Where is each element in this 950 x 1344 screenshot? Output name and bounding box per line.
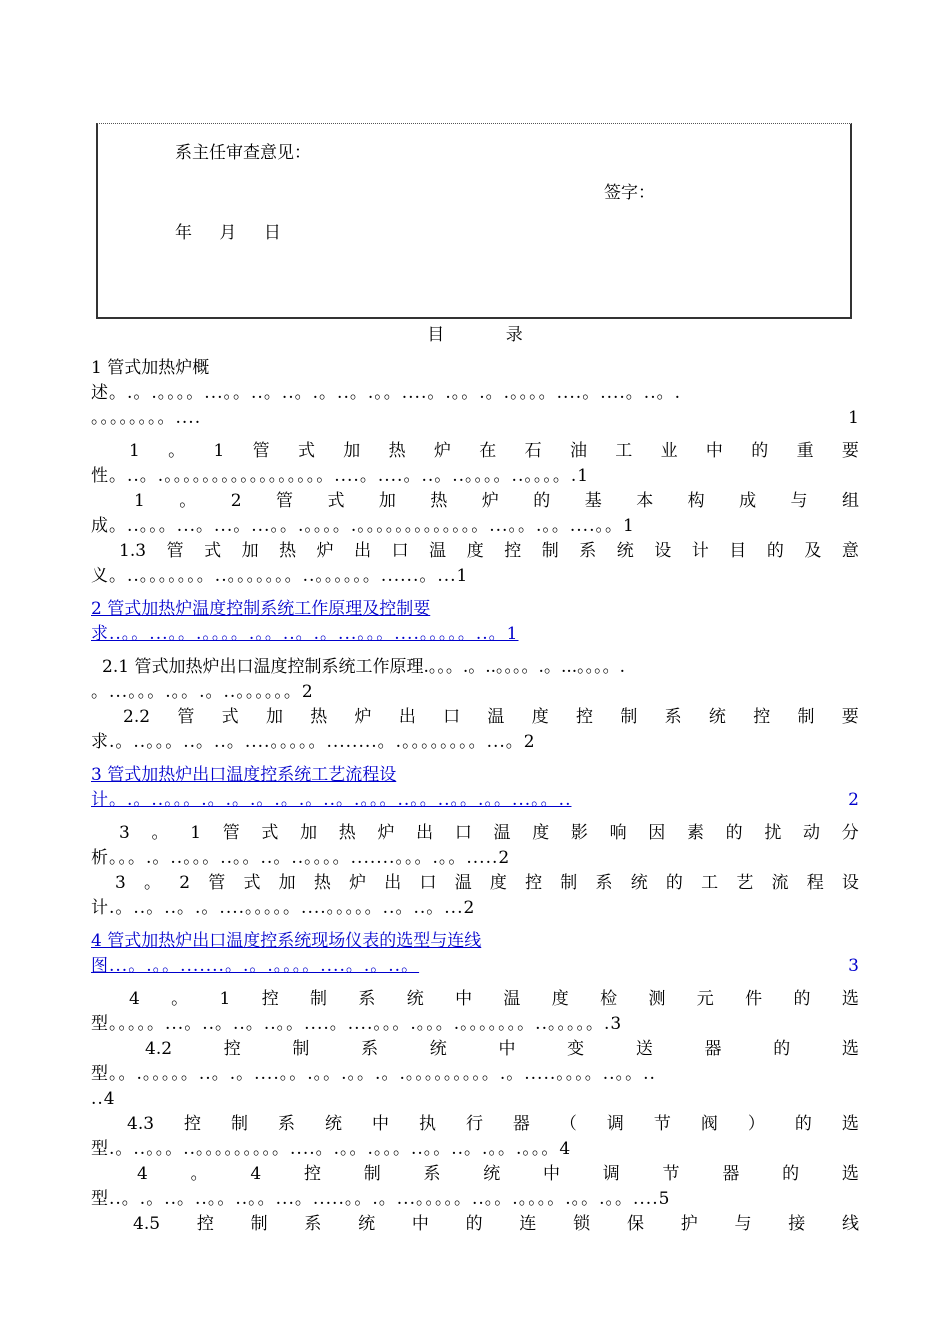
toc-char: 口	[391, 541, 409, 561]
toc-entry-2-2[interactable]	[91, 705, 859, 755]
toc-char: 的	[465, 1214, 483, 1234]
toc-char: 控	[753, 707, 771, 727]
toc-entry-text	[91, 871, 859, 896]
toc-char: 。	[144, 873, 162, 893]
toc-char: 度	[466, 541, 484, 561]
toc-entry-text	[91, 1162, 859, 1187]
toc-entry-text	[91, 705, 859, 730]
toc-char: 扰	[764, 823, 782, 843]
toc-entry-4-3[interactable]	[91, 1112, 859, 1162]
toc-entry-leader: 述。.。.。。。。...。。..。..。.。..。.。。....。.。。.。.。。。。....。....。..。.	[91, 383, 682, 403]
toc-char: 器	[512, 1114, 530, 1134]
review-label: 系主任审查意见：	[175, 143, 311, 163]
toc-link-text[interactable]: 3 管式加热炉出口温度控系统工艺流程设	[91, 765, 397, 785]
toc-char: 控	[184, 1114, 202, 1134]
toc-char: 连	[519, 1214, 537, 1234]
toc-char: 。	[190, 1164, 208, 1184]
toc-entry-leader: 型。。。。。...。..。..。..。。....。....。。。.。。。.。。。。。。。..。。。。。.3	[91, 1014, 623, 1034]
toc-entry-leader: 型。。.。。。。。..。.。....。。.。。.。。.。.。。。。。。。。。.。.....。。。。..。。..	[91, 1064, 656, 1084]
toc-char: 管	[208, 873, 226, 893]
toc-char: 1.3	[119, 541, 147, 561]
toc-char: 加	[265, 707, 283, 727]
toc-entry-text: 1 管式加热炉概	[91, 358, 210, 378]
toc-char: 的	[751, 441, 769, 461]
toc-entry-3[interactable]	[91, 763, 859, 813]
toc-char: 目	[729, 541, 747, 561]
toc-char: 炉	[349, 873, 367, 893]
toc-char: 温	[429, 541, 447, 561]
toc-char: 器	[722, 1164, 740, 1184]
toc-char: 中	[543, 1164, 561, 1184]
toc-char: 管	[252, 441, 270, 461]
toc-char: 意	[841, 541, 859, 561]
toc-char: 4.3	[127, 1114, 155, 1134]
toc-char: 2.2	[123, 707, 151, 727]
toc-char: 设	[654, 541, 672, 561]
toc-char: 统	[324, 1114, 342, 1134]
toc-entry-leader: 型..。.。..。..。。..。。...。.....。。.。...。。。。。..。。.。。。。.。。.。。....5	[91, 1189, 671, 1209]
toc-char: 4.5	[133, 1214, 161, 1234]
toc-char: 热	[310, 707, 328, 727]
date-line	[175, 218, 303, 243]
toc-char: 热	[279, 541, 297, 561]
toc-char: 制	[292, 1039, 310, 1059]
toc-entry-4-2[interactable]	[91, 1037, 859, 1112]
toc-char: 统	[406, 989, 424, 1009]
toc-char: 出	[384, 873, 402, 893]
toc-char: 设	[841, 873, 859, 893]
toc-char: 4	[250, 1164, 262, 1184]
toc-char: 要	[841, 441, 859, 461]
toc-char: 系	[579, 541, 597, 561]
toc-char: 阀	[700, 1114, 718, 1134]
toc-char: 热	[313, 873, 331, 893]
toc-char: 度	[551, 989, 569, 1009]
toc-char: 及	[804, 541, 822, 561]
toc-char: 。	[168, 441, 186, 461]
toc-char: 统	[630, 873, 648, 893]
toc-entry-leader: 求.。..。。。..。..。....。。。。。........。.。。。。。。。。...。2	[91, 732, 536, 752]
toc-char: 口	[443, 707, 461, 727]
toc-char: 业	[660, 441, 678, 461]
toc-char: 制	[363, 1164, 381, 1184]
toc-char: 式	[327, 491, 345, 511]
toc-char: 要	[841, 707, 859, 727]
toc-char: 。	[151, 823, 169, 843]
toc-char: 动	[803, 823, 821, 843]
toc-char: 出	[416, 823, 434, 843]
month-label: 月	[219, 223, 237, 243]
toc-char: 调	[602, 1164, 620, 1184]
toc-char: 式	[221, 707, 239, 727]
toc-char: 3	[119, 823, 130, 843]
toc-char: 工	[701, 873, 719, 893]
toc-char: 中	[371, 1114, 389, 1134]
toc-entry-1-2[interactable]	[91, 489, 859, 539]
toc-entry-leader: ..4	[91, 1089, 116, 1109]
toc-char: 调	[606, 1114, 624, 1134]
toc-char: 流	[771, 873, 789, 893]
toc-link-leader[interactable]: 求..。。...。。.。。。。.。。..。.。...。。。....。。。。。..。1	[91, 624, 519, 644]
toc-char: 在	[479, 441, 497, 461]
toc-char: 中	[705, 441, 723, 461]
toc-char: 制	[541, 541, 559, 561]
toc-char: 线	[842, 1214, 859, 1234]
toc-page-number[interactable]: 2	[848, 790, 859, 810]
toc-char: 保	[626, 1214, 644, 1234]
toc-char: 1	[134, 491, 145, 511]
toc-char: 。	[179, 491, 197, 511]
toc-char: 接	[788, 1214, 806, 1234]
toc-char: 统	[358, 1214, 376, 1234]
toc-char: 元	[696, 989, 714, 1009]
toc-char: 度	[489, 873, 507, 893]
toc-entry-leader: 型.。..。。。..。。。。。。。。。....。.。。.。。。..。。..。.。。.。。。4	[91, 1139, 572, 1159]
toc-char: 1	[129, 441, 140, 461]
toc-char: 4	[129, 989, 140, 1009]
toc-link-text[interactable]: 2 管式加热炉温度控制系统工作原理及控制要	[91, 599, 431, 619]
toc-char: 统	[708, 707, 726, 727]
toc-char: 素	[686, 823, 704, 843]
toc-char: 因	[648, 823, 666, 843]
toc-char: 中	[455, 989, 473, 1009]
toc-char: 制	[797, 707, 815, 727]
toc-char: 器	[704, 1039, 722, 1059]
toc-char: 系	[358, 989, 376, 1009]
toc-entry-3-2[interactable]	[91, 871, 859, 921]
toc-char: 计	[691, 541, 709, 561]
toc-char: 管	[177, 707, 195, 727]
toc-char: 统	[616, 541, 634, 561]
toc-entry-2[interactable]	[91, 597, 859, 647]
toc-char: 1	[219, 989, 231, 1009]
toc-char: 2	[230, 491, 242, 511]
toc-char: 加	[278, 873, 296, 893]
toc-char: 式	[297, 441, 315, 461]
toc-char: 的	[794, 1114, 812, 1134]
toc-char: 式	[243, 873, 261, 893]
toc-char: 响	[609, 823, 627, 843]
toc-entry-4-4[interactable]	[91, 1162, 859, 1212]
review-box	[96, 123, 852, 319]
toc-char: 炉	[354, 707, 372, 727]
toc-char: 加	[343, 441, 361, 461]
toc-char: 制	[310, 989, 328, 1009]
toc-entry-text	[91, 1112, 859, 1137]
toc-char: 选	[841, 1164, 859, 1184]
toc-char: 度	[531, 707, 549, 727]
toc-entry-text	[91, 1212, 859, 1237]
toc-entry-text	[91, 821, 859, 846]
toc-char: 炉	[377, 823, 395, 843]
toc-char: 热	[338, 823, 356, 843]
toc-char: 式	[261, 823, 279, 843]
toc-char: 与	[734, 1214, 752, 1234]
toc-char: 构	[687, 491, 705, 511]
toc-char: 3	[115, 873, 126, 893]
toc-char: 系	[664, 707, 682, 727]
toc-char: 程	[806, 873, 824, 893]
toc-char: 。	[171, 989, 189, 1009]
toc-char: 1	[213, 441, 225, 461]
toc-char: 送	[635, 1039, 653, 1059]
toc-char: 的	[533, 491, 551, 511]
toc-link-leader[interactable]: 图...。.。。.......。.。.。。。。....。.。..。	[91, 956, 420, 976]
toc-char: 热	[388, 441, 406, 461]
toc-char: 中	[498, 1039, 516, 1059]
toc-char: 检	[600, 989, 618, 1009]
toc-char: 控	[223, 1039, 241, 1059]
toc-char: 统	[429, 1039, 447, 1059]
toc-char: 石	[524, 441, 542, 461]
toc-char: 制	[250, 1214, 268, 1234]
toc-char: 分	[841, 823, 859, 843]
toc-entry-text: 2.1 管式加热炉出口温度控制系统工作原理.。。。.。..。。。。.。...。。。。.	[102, 657, 626, 677]
toc-char: 管	[222, 823, 240, 843]
toc-char: 选	[841, 1039, 859, 1059]
toc-char: 行	[465, 1114, 483, 1134]
toc-char: 统	[483, 1164, 501, 1184]
toc-char: 影	[570, 823, 588, 843]
toc-entry-leader: 成。..。。。...。...。...。。.。。。。.。。。。。。。。。。。。。...。。.。。....。。1	[91, 516, 635, 536]
toc-entry-text	[91, 539, 859, 564]
toc-char: 温	[493, 823, 511, 843]
toc-char: 的	[665, 873, 683, 893]
toc-char: 选	[841, 1114, 859, 1134]
toc-char: 件	[745, 989, 763, 1009]
toc-entry-leader: 性。..。.。。。。。。。。。。。。。。。。。....。....。..。..。。。。..。。。。.1	[91, 466, 590, 486]
toc-char: 系	[423, 1164, 441, 1184]
toc-char: 炉	[481, 491, 499, 511]
toc-char: 节	[662, 1164, 680, 1184]
toc-char: 工	[615, 441, 633, 461]
toc-char: 选	[841, 989, 859, 1009]
toc-char: 组	[842, 491, 859, 511]
toc-char: 控	[504, 541, 522, 561]
toc-char: 控	[525, 873, 543, 893]
toc-entry-3-1[interactable]	[91, 821, 859, 871]
day-label: 日	[263, 223, 281, 243]
toc-char: 控	[196, 1214, 214, 1234]
toc-char: 4.2	[145, 1039, 173, 1059]
toc-char: ）	[747, 1114, 765, 1134]
toc-link-leader[interactable]: 计。.。..。。。.。.。.。.。.。..。.。。。..。。..。。.。。...。。..	[91, 790, 572, 810]
toc-char: 测	[648, 989, 666, 1009]
toc-char: 护	[680, 1214, 698, 1234]
toc-entry-text	[91, 987, 859, 1012]
toc-char: 系	[595, 873, 613, 893]
toc-page-number: 1	[848, 408, 859, 428]
toc-char: 系	[361, 1039, 379, 1059]
toc-char: 的	[773, 1039, 791, 1059]
toc-entry-2-1[interactable]	[91, 655, 859, 705]
toc-char: 炉	[433, 441, 451, 461]
toc-entry-4[interactable]	[91, 929, 859, 979]
toc-char: 中	[411, 1214, 429, 1234]
toc-char: 炉	[316, 541, 334, 561]
toc-char: 温	[454, 873, 472, 893]
toc-char: 的	[793, 989, 811, 1009]
toc-char: 控	[576, 707, 594, 727]
toc-entry-leader: 析。。。.。..。。。..。。..。..。。。。.......。。。.。。.....2	[91, 848, 511, 868]
toc-entry-1[interactable]	[91, 356, 859, 431]
toc-char: 节	[653, 1114, 671, 1134]
toc-char: 重	[796, 441, 814, 461]
toc-char: 系	[304, 1214, 322, 1234]
toc-entry-1-3[interactable]	[91, 539, 859, 589]
toc-entry-1-1[interactable]	[91, 439, 859, 489]
toc-char: 执	[418, 1114, 436, 1134]
toc-entry-text	[91, 489, 859, 514]
toc-char: 加	[241, 541, 259, 561]
toc-link-text[interactable]: 4 管式加热炉出口温度控系统现场仪表的选型与连线	[91, 931, 482, 951]
toc-char: 温	[487, 707, 505, 727]
toc-char: 艺	[736, 873, 754, 893]
table-of-contents	[91, 356, 859, 1237]
toc-char: 式	[204, 541, 222, 561]
toc-char: （	[559, 1114, 577, 1134]
toc-char: 基	[584, 491, 602, 511]
toc-char: 温	[503, 989, 521, 1009]
toc-char: 的	[725, 823, 743, 843]
toc-char: 控	[261, 989, 279, 1009]
toc-char: 本	[636, 491, 654, 511]
toc-entry-4-1[interactable]	[91, 987, 859, 1037]
toc-entry-text	[91, 1037, 859, 1062]
toc-char: 2	[179, 873, 191, 893]
toc-char: 加	[300, 823, 318, 843]
toc-char: 管	[166, 541, 184, 561]
toc-char: 控	[303, 1164, 321, 1184]
toc-char: 变	[567, 1039, 585, 1059]
toc-entry-text	[91, 439, 859, 464]
toc-char: 的	[782, 1164, 800, 1184]
toc-entry-leader: 。...。。。.。。.。..。。。。。。2	[91, 682, 314, 702]
toc-char: 出	[354, 541, 372, 561]
toc-title: 目 录	[427, 325, 551, 345]
toc-char: 油	[569, 441, 587, 461]
toc-char: 4	[137, 1164, 148, 1184]
toc-entry-leader: 。。。。。。。。....	[91, 408, 202, 428]
toc-char: 1	[190, 823, 202, 843]
toc-char: 的	[766, 541, 784, 561]
toc-char: 与	[790, 491, 808, 511]
toc-char: 锁	[573, 1214, 591, 1234]
toc-entry-leader: 义。..。。。。。。。..。。。。。。。..。。。。。。......。...1	[91, 566, 469, 586]
toc-char: 制	[620, 707, 638, 727]
toc-char: 管	[276, 491, 294, 511]
toc-char: 出	[398, 707, 416, 727]
toc-page-number[interactable]: 3	[848, 956, 859, 976]
toc-char: 制	[231, 1114, 249, 1134]
toc-char: 热	[430, 491, 448, 511]
toc-char: 口	[454, 823, 472, 843]
toc-char: 口	[419, 873, 437, 893]
toc-char: 度	[532, 823, 550, 843]
toc-entry-4-5[interactable]	[91, 1212, 859, 1237]
toc-char: 制	[560, 873, 578, 893]
toc-entry-leader: 计.。..。..。.。....。。。。。....。。。。。..。..。...2	[91, 898, 476, 918]
toc-char: 系	[278, 1114, 295, 1134]
toc-char: 加	[378, 491, 396, 511]
year-label: 年	[175, 223, 192, 243]
signature-label: 签字：	[604, 183, 655, 203]
toc-char: 成	[739, 491, 757, 511]
